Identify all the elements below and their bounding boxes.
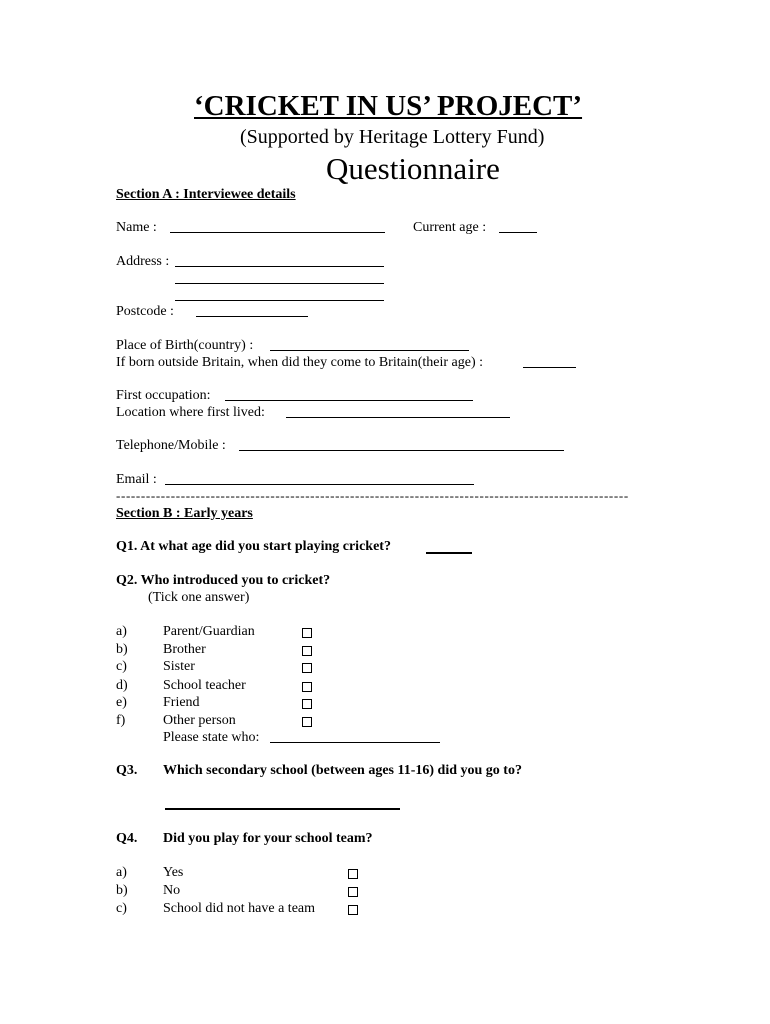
current-age-label: Current age : xyxy=(413,220,487,235)
postcode-label: Postcode : xyxy=(116,304,174,319)
q4-option-letter: b) xyxy=(116,883,128,898)
document-type-heading: Questionnaire xyxy=(326,151,500,186)
q4-option-checkbox[interactable] xyxy=(348,869,358,879)
q2-option-checkbox[interactable] xyxy=(302,663,312,673)
q4-option-label: No xyxy=(163,883,181,898)
q2-option-checkbox[interactable] xyxy=(302,699,312,709)
q2-option-label: Brother xyxy=(163,642,206,657)
q2-option-letter: a) xyxy=(116,624,127,639)
email-label: Email : xyxy=(116,472,157,487)
name-field[interactable] xyxy=(170,232,385,233)
q2-option-label: Sister xyxy=(163,659,195,674)
q2-option-letter: e) xyxy=(116,695,127,710)
q4-number: Q4. xyxy=(116,831,138,846)
q2-state-who-label: Please state who: xyxy=(163,730,260,745)
q2-option-label: School teacher xyxy=(163,678,246,693)
document-title: ‘CRICKET IN US’ PROJECT’ xyxy=(194,90,583,122)
q2-question: Q2. Who introduced you to cricket? xyxy=(116,573,331,588)
q3-answer-field[interactable] xyxy=(165,808,400,810)
q2-option-checkbox[interactable] xyxy=(302,628,312,638)
first-location-label: Location where first lived: xyxy=(116,405,265,420)
q1-answer-field[interactable] xyxy=(426,552,472,554)
q4-option-letter: a) xyxy=(116,865,127,880)
telephone-label: Telephone/Mobile : xyxy=(116,438,226,453)
section-b-heading: Section B : Early years xyxy=(116,506,253,521)
q2-option-checkbox[interactable] xyxy=(302,682,312,692)
q4-option-letter: c) xyxy=(116,901,127,916)
arrival-age-label: If born outside Britain, when did they come to Britain(their age) : xyxy=(116,355,484,370)
q2-hint: (Tick one answer) xyxy=(148,590,250,605)
q4-question: Did you play for your school team? xyxy=(163,831,373,846)
q2-option-checkbox[interactable] xyxy=(302,646,312,656)
current-age-field[interactable] xyxy=(499,232,537,233)
q4-option-checkbox[interactable] xyxy=(348,905,358,915)
telephone-field[interactable] xyxy=(239,450,564,451)
q4-option-label: School did not have a team xyxy=(163,901,316,916)
q3-question: Which secondary school (between ages 11-16) did you go to? xyxy=(163,763,522,778)
q2-option-letter: f) xyxy=(116,713,126,728)
q4-option-label: Yes xyxy=(163,865,184,880)
arrival-age-field[interactable] xyxy=(523,367,576,368)
birthplace-label: Place of Birth(country) : xyxy=(116,338,254,353)
name-label: Name : xyxy=(116,220,157,235)
first-occupation-label: First occupation: xyxy=(116,388,211,403)
email-field[interactable] xyxy=(165,484,474,485)
q4-option-checkbox[interactable] xyxy=(348,887,358,897)
q3-number: Q3. xyxy=(116,763,138,778)
first-location-field[interactable] xyxy=(286,417,510,418)
address-line-1-field[interactable] xyxy=(175,266,384,267)
postcode-field[interactable] xyxy=(196,316,308,317)
q2-state-who-field[interactable] xyxy=(270,742,440,743)
document-subtitle: (Supported by Heritage Lottery Fund) xyxy=(240,126,545,148)
q2-option-letter: b) xyxy=(116,642,128,657)
q2-option-letter: d) xyxy=(116,678,128,693)
q2-option-label: Friend xyxy=(163,695,200,710)
q2-option-letter: c) xyxy=(116,659,127,674)
q1-question: Q1. At what age did you start playing cricket? xyxy=(116,539,391,554)
q2-option-label: Parent/Guardian xyxy=(163,624,255,639)
address-label: Address : xyxy=(116,254,170,269)
section-divider: ------------------------------------------------------------------------------------------------------- xyxy=(116,488,629,503)
q2-option-label: Other person xyxy=(163,713,236,728)
birthplace-field[interactable] xyxy=(270,350,469,351)
section-a-heading: Section A : Interviewee details xyxy=(116,187,296,202)
address-line-2-field[interactable] xyxy=(175,283,384,284)
address-line-3-field[interactable] xyxy=(175,300,384,301)
q2-option-checkbox[interactable] xyxy=(302,717,312,727)
first-occupation-field[interactable] xyxy=(225,400,473,401)
